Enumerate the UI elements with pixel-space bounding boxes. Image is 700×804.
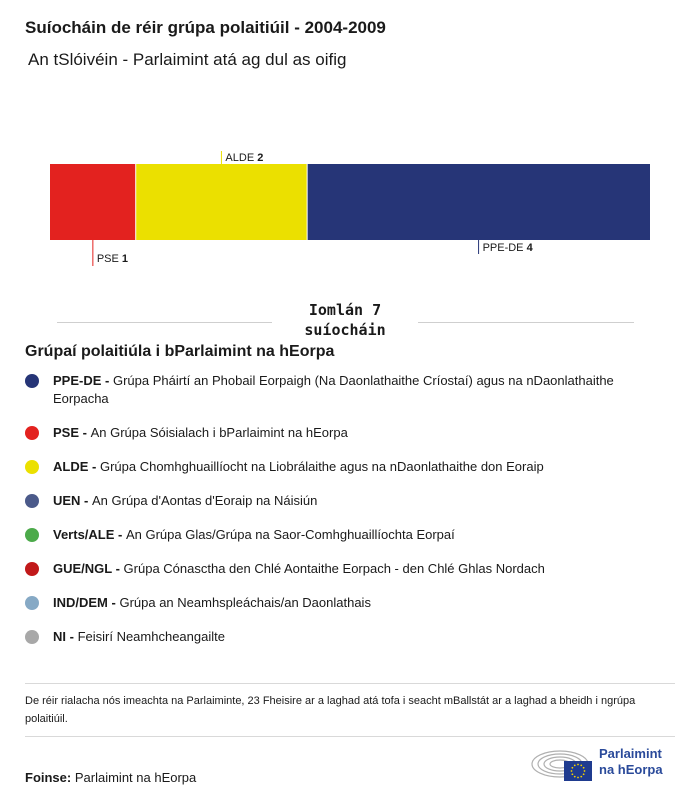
footnote: De réir rialacha nós imeachta na Parlaiminte, 23 Fheisire ar a laghad atá tofa i seacht mBallstát ar a laghad a bheidh i ngrúpa polaitiúil.: [25, 695, 636, 725]
total-label: Iomlán 7 suíocháin: [304, 301, 386, 339]
total-seats: [0, 300, 700, 344]
data-label-ppe-de: PPE-DE 4: [482, 242, 533, 254]
star-icon: [571, 767, 573, 769]
legend-dot-icon: [25, 562, 39, 576]
legend-item: [25, 594, 665, 612]
divider: [25, 736, 675, 737]
total-divider-left: [57, 322, 272, 323]
legend-item: [25, 372, 665, 408]
legend-abbr: IND/DEM -: [53, 595, 120, 610]
legend-abbr: UEN -: [53, 493, 92, 508]
data-label-pse: PSE 1: [96, 253, 129, 265]
star-icon: [577, 764, 579, 766]
legend-abbr: NI -: [53, 629, 78, 644]
legend-description: Grúpa Cónasctha den Chlé Aontaithe Eorpach - den Chlé Ghlas Nordach: [123, 561, 545, 576]
legend-text: [53, 594, 371, 612]
star-icon: [580, 776, 582, 778]
legend-text: [53, 628, 225, 646]
legend-dot-icon: [25, 460, 39, 474]
legend-text: [53, 560, 545, 578]
legend-item: [25, 492, 665, 510]
logo-line-1: Parlaimint: [599, 746, 662, 761]
legend-item: [25, 526, 665, 544]
legend-dot-icon: [25, 426, 39, 440]
european-parliament-logo-icon: [530, 746, 596, 786]
legend-text: [53, 526, 455, 544]
legend-description: Grúpa Chomhghuaillíocht na Liobrálaithe agus na nDaonlathaithe don Eoraip: [99, 459, 544, 474]
star-icon: [584, 770, 586, 772]
legend-item: [25, 560, 665, 578]
source: [25, 770, 196, 785]
legend-text: [53, 372, 665, 408]
total-divider-right: [418, 322, 634, 323]
source-label: Foinse:: [25, 770, 72, 785]
legend-description: Grúpa Pháirtí an Phobail Eorpaigh (Na Daonlathaithe Críostaí) agus na nDaonlathaithe Eorpacha: [53, 373, 614, 406]
star-icon: [571, 770, 573, 772]
chart-title: Suíocháin de réir grúpa polaitiúil - 2004-2009: [25, 18, 386, 37]
star-icon: [580, 764, 582, 766]
legend-text: [53, 492, 317, 510]
legend-dot-icon: [25, 630, 39, 644]
legend-description: Grúpa an Neamhspleáchais/an Daonlathais: [119, 595, 371, 610]
source-text: Parlaimint na hEorpa: [74, 770, 197, 785]
legend-item: [25, 458, 665, 476]
legend-abbr: ALDE -: [53, 459, 100, 474]
legend-dot-icon: [25, 374, 39, 388]
stacked-bar-chart: [0, 140, 700, 280]
legend-dot-icon: [25, 494, 39, 508]
legend-description: An Grúpa Sóisialach i bParlaimint na hEorpa: [90, 425, 348, 440]
bar-alde: [136, 164, 307, 240]
legend-text: [53, 458, 544, 476]
star-icon: [571, 773, 573, 775]
star-icon: [583, 767, 585, 769]
logo-text: [599, 746, 663, 778]
legend-abbr: PPE-DE -: [53, 373, 113, 388]
star-icon: [574, 764, 576, 766]
star-icon: [583, 773, 585, 775]
legend-dot-icon: [25, 596, 39, 610]
legend-abbr: PSE -: [53, 425, 91, 440]
chart-subtitle: An tSlóivéin - Parlaimint atá ag dul as oifig: [28, 50, 347, 69]
legend-dot-icon: [25, 528, 39, 542]
legend-description: An Grúpa Glas/Grúpa na Saor-Comhghuaillíochta Eorpaí: [125, 527, 455, 542]
legend-description: An Grúpa d'Aontas d'Eoraip na Náisiún: [92, 493, 318, 508]
star-icon: [577, 777, 579, 779]
legend-text: [53, 424, 348, 442]
legend-description: Feisirí Neamhcheangailte: [77, 629, 225, 644]
bar-pse: [50, 164, 136, 240]
european-parliament-logo: [530, 746, 680, 786]
data-label-alde: ALDE 2: [225, 152, 264, 164]
legend-item: [25, 424, 665, 442]
legend-title: Grúpaí polaitiúla i bParlaimint na hEorpa: [25, 343, 335, 360]
legend-abbr: Verts/ALE -: [53, 527, 126, 542]
logo-line-2: na hEorpa: [599, 762, 663, 777]
bar-ppe-de: [307, 164, 650, 240]
divider: [25, 683, 675, 684]
star-icon: [574, 776, 576, 778]
legend-abbr: GUE/NGL -: [53, 561, 124, 576]
legend-item: [25, 628, 665, 646]
